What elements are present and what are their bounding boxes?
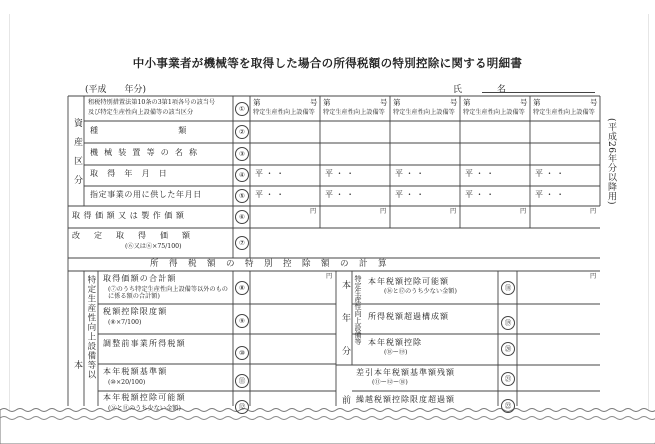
asset-row-label: 取 得 年 月 日 [90, 169, 168, 178]
asset-row-cell: 平 ・ ・ [395, 169, 425, 178]
side-note: (平成26年分以降用) [606, 118, 616, 205]
column-go-label: 号 [310, 98, 318, 107]
right-outer-label: 前 [340, 395, 350, 404]
asset-row-label: 機 械 装 置 等 の 名 称 [90, 148, 199, 157]
lower-left-outer-label: 本 [72, 360, 82, 369]
calc-row-formula: (⑪ー⑫ー⑱) [372, 379, 408, 386]
calc-row-label: 所得税額超過構成額 [368, 312, 449, 321]
name-label: 氏 名 [453, 85, 520, 95]
year-label: (平成 年分) [85, 85, 147, 95]
column-dai-label: 第 [533, 98, 541, 107]
yen-unit: 円 [380, 208, 387, 215]
row-number: ⑨ [235, 314, 249, 328]
asset-row-cell: 平 ・ ・ [465, 190, 495, 199]
yen-unit: 円 [450, 208, 457, 215]
column-subtitle: 特定生産性向上設備等 [253, 109, 315, 116]
right-outer-label: 本 [340, 280, 350, 289]
calc-row-formula: (⑦のうち特定生産性向上設備等以外のものに係る額の合計額) [108, 286, 228, 301]
yen-unit: 円 [590, 208, 597, 215]
calc-section-header: 所 得 税 額 の 特 別 控 除 額 の 計 算 [150, 259, 388, 269]
column-go-label: 号 [380, 98, 388, 107]
calc-row-label: 本年税額基準額 [103, 367, 168, 376]
column-subtitle: 特定生産性向上設備等 [323, 109, 385, 116]
column-go-label: 号 [450, 98, 458, 107]
column-subtitle: 特定生産性向上設備等 [463, 109, 525, 116]
asset-section-label: 資産区分 [72, 118, 82, 194]
row-number: ⑤ [235, 189, 249, 203]
column-subtitle: 特定生産性向上設備等 [393, 109, 455, 116]
row-number: ⑫ [235, 400, 249, 414]
yen-unit: 円 [326, 273, 333, 280]
yen-unit: 円 [520, 208, 527, 215]
row-number-1: ① [235, 102, 249, 116]
header-description: 租税特別措置法第10条の3第1項各号の該当号 [88, 99, 216, 106]
left-group-label: 特定生産性向上設備等以 [85, 275, 96, 380]
row-number: ⑱ [501, 281, 515, 295]
header-description-2: 及び特定生産性向上設備等の該当区分 [88, 109, 194, 116]
calc-row-label: 本年税額控除可能額 [368, 277, 449, 286]
asset-row-label: 指定事業の用に供した年月日 [90, 190, 202, 199]
asset-row-cell: 平 ・ ・ [535, 169, 565, 178]
calc-row-formula: (⑯と⑰のうち少ない金額) [384, 288, 457, 295]
row-number: ㉒ [501, 399, 515, 413]
asset-row-label: 種 類 [90, 126, 188, 135]
acquisition-price-label: 取 得 価 額 又 は 製 作 価 額 [72, 211, 185, 220]
asset-row-cell: 平 ・ ・ [465, 169, 495, 178]
row-number: ② [235, 125, 249, 139]
column-dai-label: 第 [463, 98, 471, 107]
row-number-7: ⑦ [235, 236, 249, 250]
calc-row-label: 税額控除限度額 [103, 307, 168, 316]
asset-row-cell: 平 ・ ・ [535, 190, 565, 199]
calc-row-formula: (⑨と⑪のうち少ない金額) [108, 405, 181, 412]
right-outer-label: 分 [340, 346, 350, 355]
revised-price-formula: (⑥又は⑥×75/100) [125, 243, 182, 250]
yen-unit: 円 [590, 273, 597, 280]
row-number: ⑲ [501, 316, 515, 330]
calc-row-formula: (⑧×7/100) [108, 319, 142, 326]
calc-row-label: 繰越税額控除限度超過額 [356, 395, 455, 404]
row-number: ㉑ [501, 372, 515, 386]
calc-row-label: 本年税額控除 [368, 338, 422, 347]
column-subtitle: 特定生産性向上設備等 [533, 109, 595, 116]
asset-row-cell: 平 ・ ・ [325, 169, 355, 178]
row-number: ④ [235, 168, 249, 182]
asset-row-cell: 平 ・ ・ [255, 169, 285, 178]
calc-row-label: 本年税額控除可能額 [103, 393, 186, 402]
document-title: 中小事業者が機械等を取得した場合の所得税額の特別控除に関する明細書 [132, 56, 523, 70]
row-number: ⑳ [501, 342, 515, 356]
calc-row-formula: (⑩×20/100) [108, 379, 146, 386]
asset-row-cell: 平 ・ ・ [325, 190, 355, 199]
calc-row-label: 差引本年税額基準額残額 [356, 368, 455, 377]
column-dai-label: 第 [323, 98, 331, 107]
calc-row-label: 取得価額の合計額 [103, 274, 177, 283]
row-number: ⑪ [235, 374, 249, 388]
column-dai-label: 第 [253, 98, 261, 107]
row-number-6: ⑥ [235, 210, 249, 224]
right-outer-label: 年 [340, 313, 350, 322]
calc-row-label: 調整前事業所得税額 [103, 339, 186, 348]
row-number: ⑩ [235, 346, 249, 360]
yen-unit: 円 [310, 208, 317, 215]
calc-row-formula: (⑱ー⑲) [384, 349, 408, 356]
column-dai-label: 第 [393, 98, 401, 107]
asset-row-cell: 平 ・ ・ [255, 190, 285, 199]
column-go-label: 号 [590, 98, 598, 107]
row-number: ⑧ [235, 281, 249, 295]
column-go-label: 号 [520, 98, 528, 107]
row-number: ③ [235, 147, 249, 161]
revised-price-label: 改 定 取 得 価 額 [72, 231, 193, 240]
right-group-label: 特定生産性向上設備等 [354, 275, 362, 345]
asset-row-cell: 平 ・ ・ [395, 190, 425, 199]
